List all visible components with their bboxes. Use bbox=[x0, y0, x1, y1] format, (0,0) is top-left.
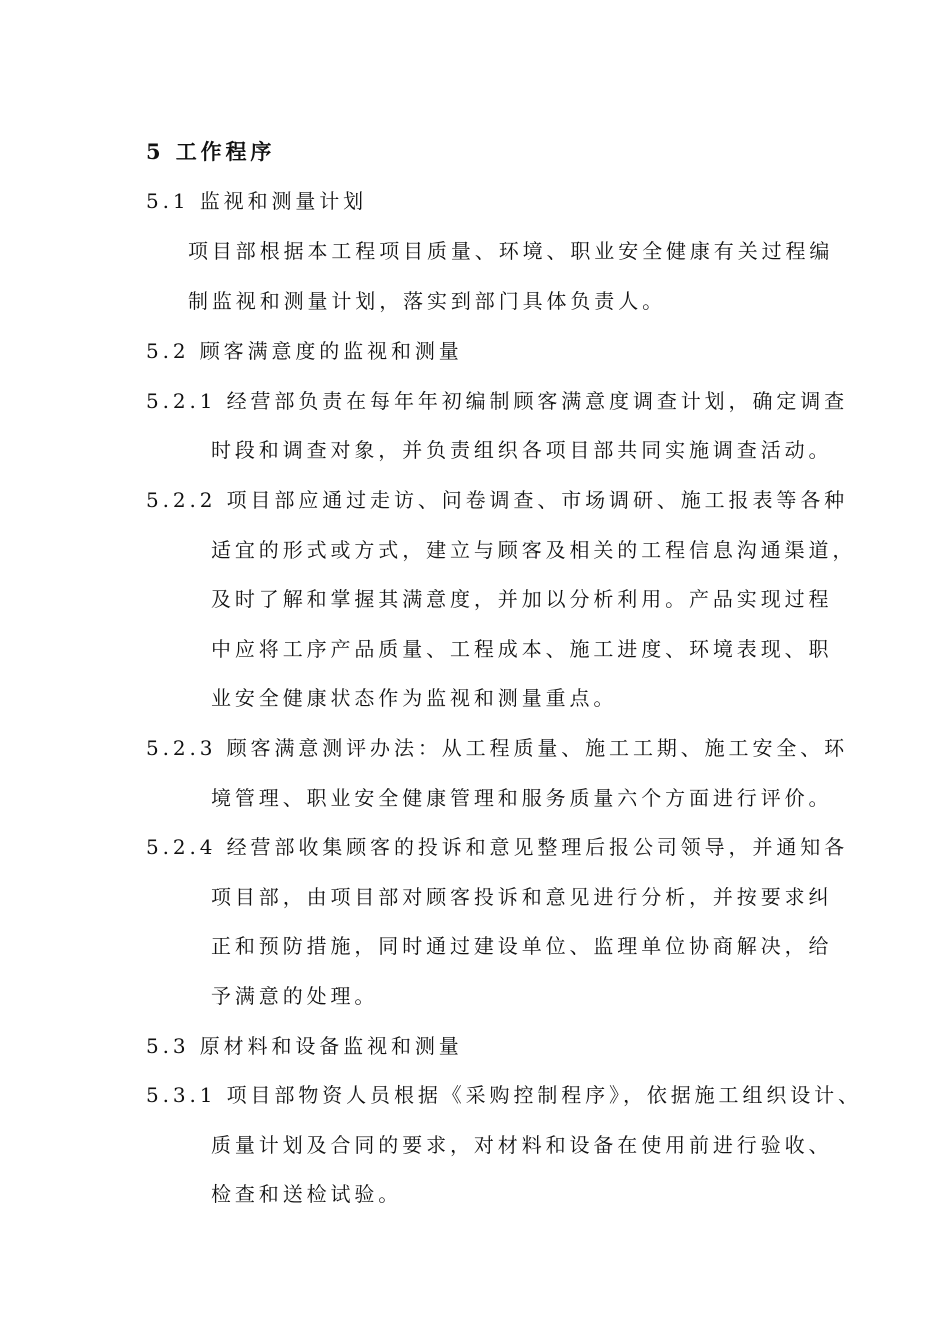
paragraph-line: 项目部根据本工程项目质量、环境、职业安全健康有关过程编 bbox=[188, 239, 834, 263]
subsection-title-5-1: 5.1 监视和测量计划 bbox=[146, 189, 368, 213]
clause-5-3-1-line: 5.3.1 项目部物资人员根据《采购控制程序》，依据施工组织设计、 bbox=[146, 1083, 862, 1107]
clause-5-2-2-line: 业安全健康状态作为监视和测量重点。 bbox=[211, 686, 618, 710]
clause-5-3-1-line: 质量计划及合同的要求，对材料和设备在使用前进行验收、 bbox=[211, 1133, 833, 1157]
clause-5-2-2-line: 及时了解和掌握其满意度，并加以分析利用。产品实现过程 bbox=[211, 587, 833, 611]
clause-5-2-3-line: 境管理、职业安全健康管理和服务质量六个方面进行评价。 bbox=[211, 786, 833, 810]
subsection-title-5-2: 5.2 顾客满意度的监视和测量 bbox=[146, 339, 463, 363]
clause-5-2-2-line: 适宜的形式或方式，建立与顾客及相关的工程信息沟通渠道， bbox=[211, 538, 857, 562]
clause-5-3-1-line: 检查和送检试验。 bbox=[211, 1182, 403, 1206]
clause-5-2-2-line: 中应将工序产品质量、工程成本、施工进度、环境表现、职 bbox=[211, 637, 833, 661]
paragraph-line: 制监视和测量计划，落实到部门具体负责人。 bbox=[188, 289, 666, 313]
clause-5-2-3-line: 5.2.3 顾客满意测评办法：从工程质量、施工工期、施工安全、环 bbox=[146, 736, 849, 760]
clause-5-2-4-line: 予满意的处理。 bbox=[211, 984, 379, 1008]
clause-5-2-2-line: 5.2.2 项目部应通过走访、问卷调查、市场调研、施工报表等各种 bbox=[146, 488, 849, 512]
clause-5-2-1-line: 时段和调查对象，并负责组织各项目部共同实施调查活动。 bbox=[211, 438, 833, 462]
clause-5-2-4-line: 5.2.4 经营部收集顾客的投诉和意见整理后报公司领导，并通知各 bbox=[146, 835, 849, 859]
clause-5-2-1-line: 5.2.1 经营部负责在每年年初编制顾客满意度调查计划，确定调查 bbox=[146, 389, 849, 413]
clause-5-2-4-line: 正和预防措施，同时通过建设单位、监理单位协商解决，给 bbox=[211, 934, 833, 958]
clause-5-2-4-line: 项目部，由项目部对顾客投诉和意见进行分析，并按要求纠 bbox=[211, 885, 833, 909]
subsection-title-5-3: 5.3 原材料和设备监视和测量 bbox=[146, 1034, 463, 1058]
section-heading: 5 工作程序 bbox=[146, 139, 276, 164]
